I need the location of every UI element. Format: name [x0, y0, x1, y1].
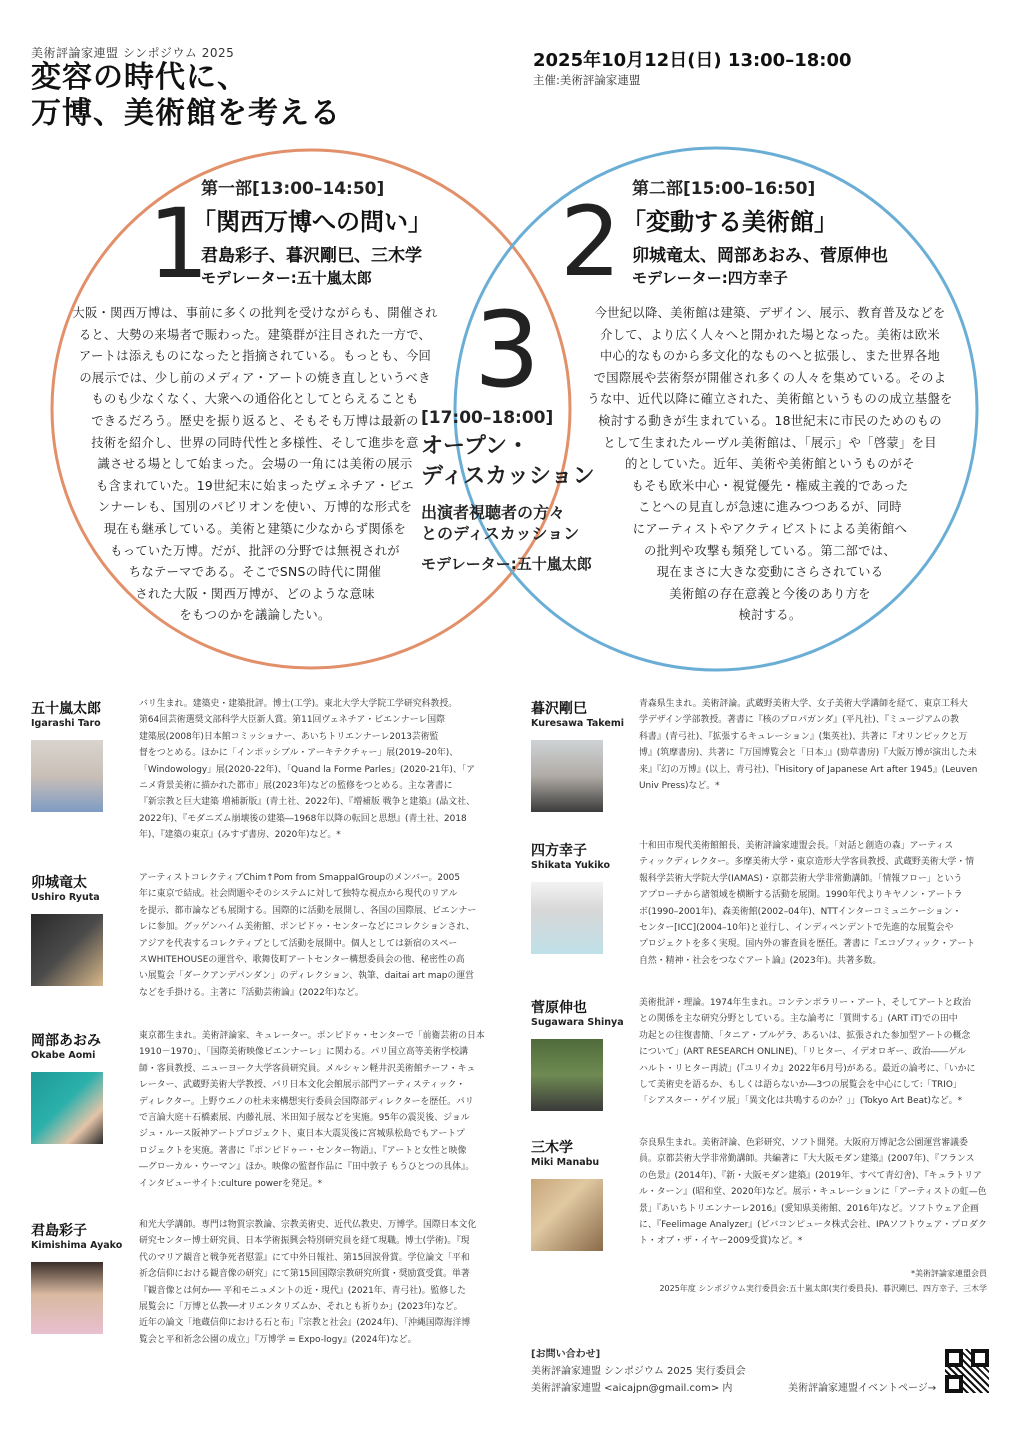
profile-roman: Kimishima Ayako — [31, 1240, 123, 1251]
sponsor: 主催:美術評論家連盟 — [533, 73, 641, 87]
profile-roman: Ushiro Ryuta — [31, 892, 100, 903]
profile-name: 五十嵐太郎 — [31, 701, 101, 717]
bio-shikata: 十和田市現代美術館館長、美術評論家連盟会長。「対話と創造の森」アーティス ティックディレクター。多摩美術大学・東京造形大学客員教授、武蔵野美術大学・情 報科学芸術大学院大学(IAMAS)・京都芸術大学非常勤講師。「情報フロー」という アプローチから諸領域を横断する活動を展開。1990年代よりキヤノン・アートラ ボ(1990–2001年)、森美術館(2002–04年)、NTTインターコミュニケーション・ センター[ICC](2004–10年)と並行し、インディペンデントで先進的な展覧会や プロジェクトを多く実現。国内外の審査員を歴任。著書に『エコゾフィック・アート 自然・精神・社会をつなぐアート論』(2023年)。共著多数。 — [639, 841, 976, 966]
desc-line: ると、大勢の来場者で賑わった。建築群が注目された一方で、 — [78, 327, 432, 342]
part2-moderator: モデレーター:四方幸子 — [632, 269, 788, 287]
part1-description — [50, 303, 460, 627]
committee-note: 2025年度 シンポジウム実行委員会:五十嵐太郎(実行委員長)、暮沢剛巳、四方幸子、三木学 — [659, 1284, 987, 1293]
bio-kuresawa: 青森県生まれ。美術評論。武蔵野美術大学、女子美術大学講師を経て、東京工科大 学デザイン学部教授。著書に『核のプロパガンダ』(平凡社)、『ミュージアムの教 科書』(青弓社)、『拡張するキュレーション』(集英社)、共著に『オリンピックと万 博』(筑摩書房)、共著に『万国博覧会と「日本」』(勁草書房)『大阪万博が演出した未 来』『幻の万博』(以上、青弓社)、『Hisitory of Japanese Art after 1945』(Leuven Univ Press)など。* — [639, 699, 978, 792]
part2-time: 第二部[15:00–16:50] — [632, 179, 816, 199]
avatar-kuresawa — [531, 740, 603, 812]
desc-line: 介して、より広く人々へと開かれた場となった。美術は欧米 — [600, 327, 940, 342]
desc-line: 識させる場として始まった。会場の一角には美術の展示 — [97, 457, 413, 472]
profile-name: 岡部あおみ — [31, 1033, 101, 1049]
desc-line: うな中、近代以降に確立された、美術館というものの成立基盤を — [587, 392, 953, 407]
part1-number: 1 — [148, 188, 210, 300]
event-date: 2025年10月12日(日) 13:00–18:00 — [533, 50, 852, 71]
part3-sub-line2: とのディスカッション — [421, 524, 580, 543]
part3-sub-line1: 出演者視聴者の方々 — [421, 503, 566, 522]
part1-title: 「関西万博への問い」 — [192, 208, 432, 236]
profile-roman: Shikata Yukiko — [531, 860, 610, 871]
profile-name: 菅原伸也 — [531, 1000, 587, 1016]
bio-okabe: 東京都生まれ。美術評論家、キュレーター。ポンピドゥ・センターで「前衛芸術の日本 1910－1970」、「国際美術映像ビエンナーレ」に関わる。パリ国立高等美術学校講 師・客員教授、ニューヨーク大学客員研究員。メルシャン軽井沢美術館チーフ・キュ レーター、武蔵野美術大学教授、パリ日本文化会館展示部門アーティスティック・ ディレクター。上野ウエノの杜未来構想実行委員会国際部ディレクターを歴任。パリ で言論大庭＋石橋素展、内藤礼展、米田知子展などを実施。95年の震災後、ジョル ジュ・ルース阪神アートプロジェクト、東日本大震災後に宮城県松島でもアートプ ロジェクトを実施。著書に『ポンピドゥー・センター物語』、『アートと女性と映像 ―グローカル・ウーマン』ほか。映像の監督作品に『田中敦子 もうひとつの具体』。 インタビューサイト:culture powerを発足。* — [139, 1031, 485, 1189]
desc-line: もっていた万博。だが、批評の分野では無視されが — [110, 543, 400, 558]
desc-line: 現在まさに大きな変動にさらされている — [656, 565, 884, 580]
desc-line: 美術館の存在意義と今後のあり方を — [669, 586, 871, 601]
profile-name: 三木学 — [531, 1140, 573, 1156]
avatar-okabe — [31, 1072, 103, 1144]
profile-miki — [531, 1137, 599, 1168]
desc-line: として生まれたルーヴル美術館は、「展示」や「啓蒙」を目 — [603, 435, 937, 450]
profile-okabe — [31, 1030, 101, 1061]
desc-line: アートは添えものになったと指摘されている。もっとも、今回 — [78, 349, 432, 364]
contact-block — [531, 1346, 746, 1397]
event-page-link[interactable]: 美術評論家連盟イベントページ→ — [788, 1383, 937, 1394]
contact-heading: [お問い合わせ] — [531, 1349, 601, 1360]
avatar-shikata — [531, 882, 603, 954]
profile-name: 君島彩子 — [31, 1223, 87, 1239]
part3-title-line2: ディスカッション — [421, 464, 595, 489]
profile-roman: Igarashi Taro — [31, 718, 101, 729]
part2-speakers: 卯城竜太、岡部あおみ、菅原伸也 — [632, 246, 889, 266]
part1-moderator: モデレーター:五十嵐太郎 — [201, 269, 372, 287]
profile-roman: Sugawara Shinya — [531, 1017, 624, 1028]
profile-shikata — [531, 840, 610, 871]
organizer-line: 美術評論家連盟 シンポジウム 2025 — [31, 46, 235, 60]
desc-line: 現在も継承している。美術と建築に少なからず関係を — [103, 521, 407, 536]
part3-title — [421, 432, 595, 492]
profile-roman: Okabe Aomi — [31, 1050, 96, 1061]
page-title-line1: 変容の時代に、 — [31, 60, 248, 95]
desc-line: ちなテーマである。そこでSNSの時代に開催 — [128, 565, 382, 580]
part2-title: 「変動する美術館」 — [622, 208, 838, 236]
bio-igarashi: バリ生まれ。建築史・建築批評。博士(工学)。東北大学大学院工学研究科教授。 第64回芸術選奨文部科学大臣新人賞。第11回ヴェネチア・ビエンナーレ国際 建築展(2008年)日本館コミッショナー、あいちトリエンナーレ2013芸術監 督をつとめる。ほかに「インポッシブル・アーキテクチャー」展(2019–20年)、 「Windowology」展(2020-22年)、「Quand la Forme Parles」(2020-21年)、「ア ニメ背景美術に描かれた都市」展(2023年)などの監修をつとめる。主な著書に 『新宗教と巨大建築 増補新版』(青土社、2022年)、『増補版 戦争と建築』(晶文社、 2022年)、『モダニズム崩壊後の建築―1968年以降の転回と思想』(青土社、2018 年)、『建築の東京』(みすず書房、2020年)など。* — [139, 699, 476, 841]
part1-time: 第一部[13:00–14:50] — [201, 179, 385, 199]
desc-line: ものも少なくなく、大衆への通俗化としてとらえることも — [91, 392, 419, 407]
desc-line: ンナーレも、国別のパビリオンを使い、万博的な形式を — [97, 500, 413, 515]
profile-name: 暮沢剛巳 — [531, 701, 587, 717]
desc-line: 大阪・関西万博は、事前に多くの批判を受けながらも、開催され — [72, 306, 438, 320]
desc-line: された大阪・関西万博が、どのような意味 — [135, 586, 375, 601]
desc-line: にアーティストやアクティビストによる美術館へ — [632, 521, 908, 536]
qr-code-icon[interactable] — [945, 1349, 989, 1393]
part2-description — [565, 303, 975, 627]
bio-sugawara: 美術批評・理論。1974年生まれ。コンテンポラリー・アート、そしてアートと政治 との関係を主な研究分野としている。主な論考に「質問する」(ART iT)での田中 功起との往復書簡、「タニア・ブルゲラ、あるいは、拡張された参加型アートの概念 について」(ART RESEARCH ONLINE)、「リヒター、イデオロギー、政治――ゲル ハルト・リヒター再読」(『ユリイカ』2022年6月号)がある。最近の論考に、「いかに して美術史を語るか、もしくは語らないか―3つの展覧会を中心にして:「TRIO」 「シアスター・ゲイツ展」「異文化は共鳴するのか？」」(Tokyo Art Beat)など。* — [639, 998, 976, 1107]
desc-line: で国際展や芸術祭が開催され多くの人々を集めている。そのよ — [593, 370, 947, 385]
profile-roman: Kuresawa Takemi — [531, 718, 624, 729]
desc-line: 今世紀以降、美術館は建築、デザイン、展示、教育普及などを — [594, 306, 946, 320]
part3-title-line1: オープン・ — [421, 434, 530, 459]
part3-moderator: モデレーター:五十嵐太郎 — [421, 555, 592, 573]
bio-miki: 奈良県生まれ。美術評論、色彩研究、ソフト開発。大阪府万博記念公園運営審議委 員。京都芸術大学非常勤講師。共編著に『大大阪モダン建築』(2007年)、『フランス の色景』(2014年)、『新・大阪モダン建築』(2019年、すべて青幻舎)、『キュラトリア ル・ターン』(昭和堂、2020年)など。展示・キュレーションに「アーティストの虹—色 景」『あいちトリエンナーレ2016』(愛知県美術館、2016年)など。ソフトウェア企画 に、『Feelimage Analyzer』(ビバコンピュータ株式会社、IPAソフトウェア・プロダク ト・オブ・ザ・イヤー2009受賞)など。* — [639, 1138, 987, 1247]
profile-name: 四方幸子 — [531, 843, 587, 859]
part3-subtitle — [421, 502, 579, 544]
desc-line: をもつのかを議論したい。 — [179, 608, 331, 623]
desc-line: 中心的なものから多文化的なものへと拡張し、また世界各地 — [599, 349, 941, 364]
bio-kimishima: 和光大学講師。専門は物質宗教論、宗教美術史、近代仏教史、万博学。国際日本文化 研究センター博士研究員、日本学術振興会特別研究員を経て現職。博士(学術)。『現 代のマリア観音と戦争死者慰霊』にて中外日報社、第15回涙骨賞。学位論文「平和 祈念信仰における観音像の研究」にて第15回国際宗教研究所賞・奨励賞受賞。単著 『観音像とは何か── 平和モニュメントの近・現代』(2021年、青弓社)。監修した 展覧会に「万博と仏教──オリエンタリズムか、それとも祈りか」(2023年)など。 近年の論文「地蔵信仰における石と布」『宗教と社会』(2024年)、「沖縄国際海洋博 覧会と平和祈念公園の成立」『万博学 = Expo-logy』(2024年)など。 — [139, 1220, 477, 1345]
desc-line: 技術を紹介し、世界の同時代性と多様性、そして進歩を意 — [91, 435, 419, 450]
member-note: *美術評論家連盟会員 — [911, 1269, 987, 1278]
part2-number: 2 — [560, 186, 622, 298]
desc-line: もそも欧米中心・視覚優先・権威主義的であった — [631, 478, 909, 493]
profile-igarashi — [31, 698, 101, 729]
page-title-line2: 万博、美術館を考える — [31, 96, 341, 131]
desc-line: できるだろう。歴史を振り返ると、そもそも万博は最新の — [91, 413, 419, 428]
bio-ushiro: アーティストコレクティブChim↑Pom from SmappaIGroupのメンバー。2005 年に東京で結成。社会問題やそのシステムに対して独特な視点から現代のリアル を提示、都市論なども展開する。国際的に活動を展開し、各国の国際展、ビエンナー レに参加。グッゲンハイム美術館、ポンピドゥ・センターなどにコレクションされ、 アジアを代表するコレクティブとして活動を展開中。個人としては新宿のスペー スWHITEHOUSEの運営や、歌舞伎町アートセンター構想委員会の他、秘密性の高 い展覧会「ダークアンデパンダン」のディレクション、執筆、daitai art mapの運営 などを手掛ける。主著に『活動芸術論』(2022年)など。 — [139, 873, 477, 998]
part1-speakers: 君島彩子、暮沢剛巳、三木学 — [201, 246, 422, 266]
part3-number: 3 — [474, 289, 541, 411]
desc-line: 検討する動きが生まれている。18世紀末に市民のためのもの — [598, 413, 942, 428]
profile-sugawara — [531, 997, 624, 1028]
desc-line: も含まれていた。19世紀末に始まったヴェネチア・ビエ — [95, 478, 415, 493]
avatar-ushiro — [31, 914, 103, 986]
desc-line: の批判や攻撃も頻発している。第二部では、 — [644, 543, 896, 558]
desc-line: 検討する。 — [738, 608, 802, 623]
avatar-sugawara — [531, 1039, 603, 1111]
avatar-kimishima — [31, 1262, 103, 1334]
profile-kimishima — [31, 1220, 122, 1251]
part3-time: [17:00–18:00] — [421, 408, 554, 428]
desc-line: の展示では、少し前のメディア・アートの焼き直しというべき — [79, 370, 431, 385]
contact-line1: 美術評論家連盟 シンポジウム 2025 実行委員会 — [531, 1366, 746, 1377]
profile-kuresawa — [531, 698, 624, 729]
desc-line: ことへの見直しが急速に進みつつあるが、同時 — [638, 500, 902, 515]
avatar-miki — [531, 1179, 603, 1251]
profile-name: 卯城竜太 — [31, 875, 87, 891]
avatar-igarashi — [31, 740, 103, 812]
profile-ushiro — [31, 872, 100, 903]
desc-line: 的としていた。近年、美術や美術館というものがそ — [625, 457, 915, 472]
contact-email-line[interactable]: 美術評論家連盟 <aicajpn@gmail.com> 内 — [531, 1383, 733, 1394]
profile-roman: Miki Manabu — [531, 1157, 600, 1168]
